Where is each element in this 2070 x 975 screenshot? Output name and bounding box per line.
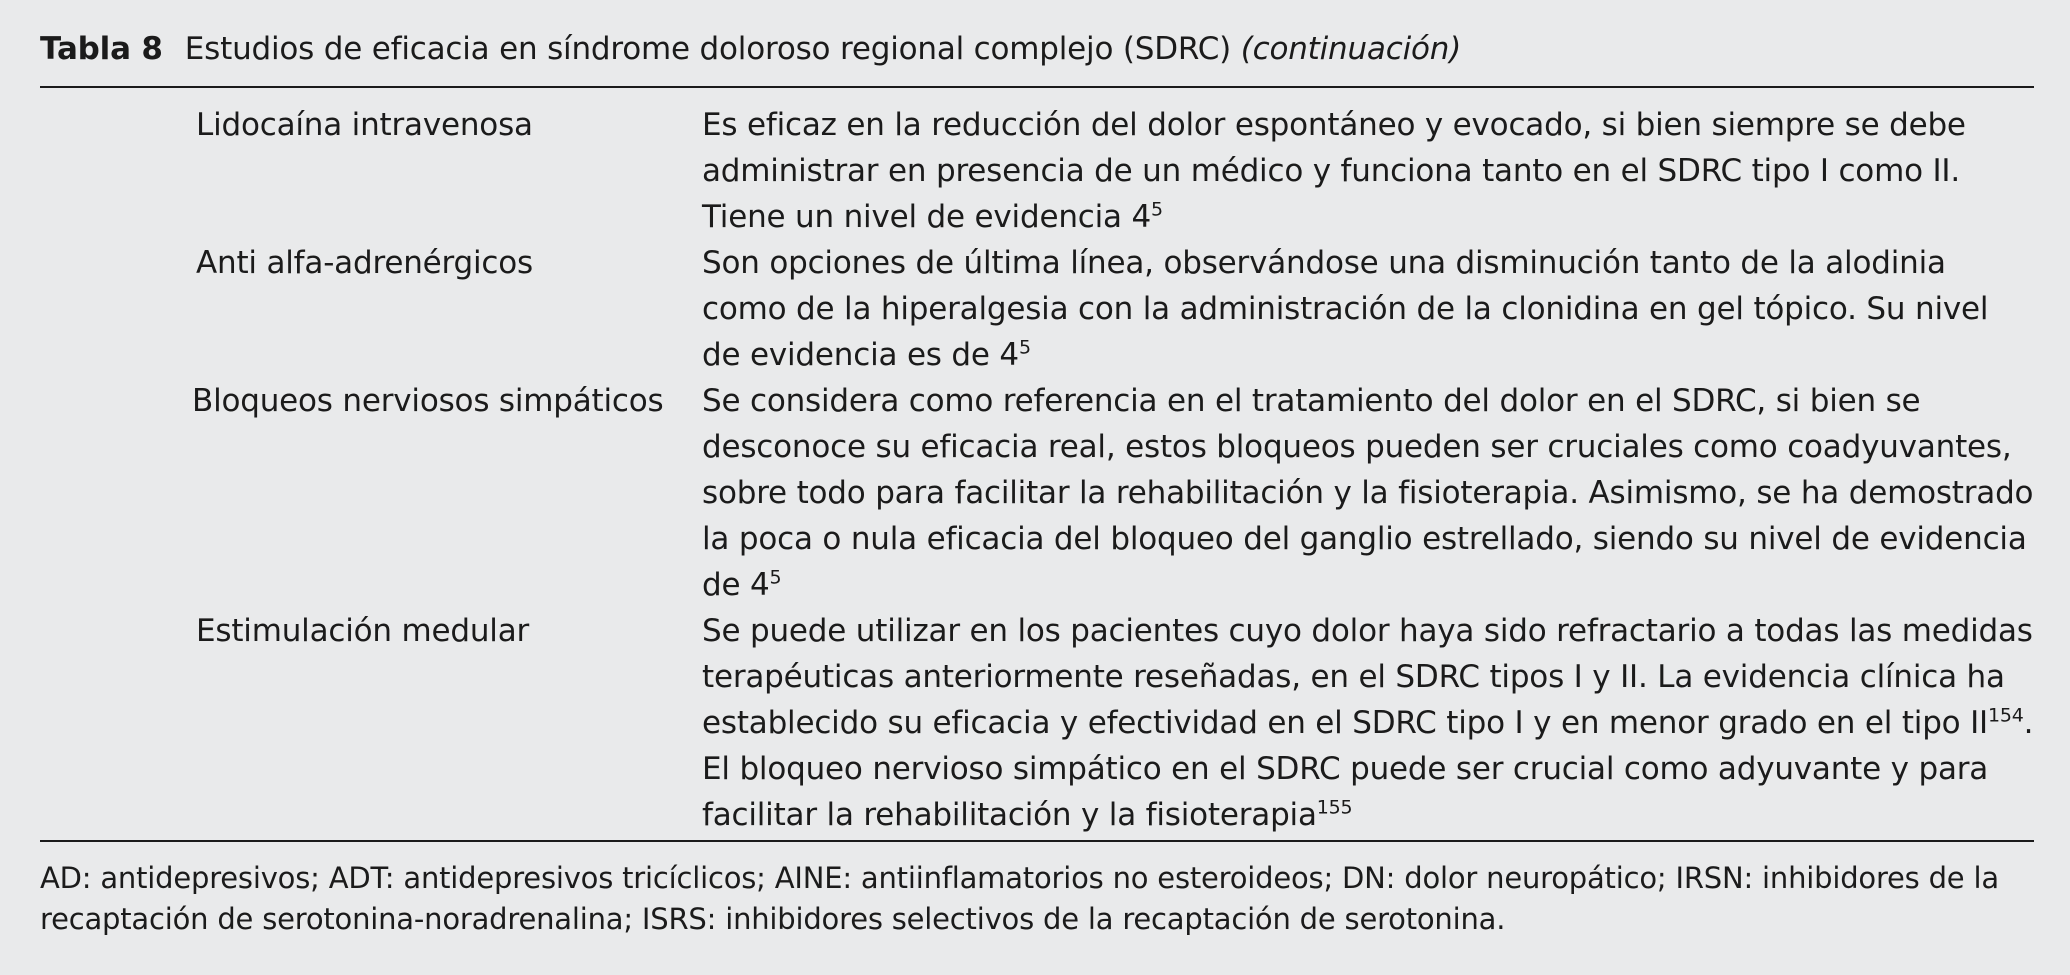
table-row [40, 378, 2034, 608]
description-text: Es eficaz en la reducción del dolor espontáneo y evocado, si bien siempre se debe administrar en presencia de un médico y funciona tanto en el SDRC tipo I como II. Tiene un nivel de evidencia 4 [702, 107, 1966, 235]
treatment-name: Bloqueos nerviosos simpáticos [192, 383, 664, 419]
description-text: . El bloqueo nervioso simpático en el SDRC puede ser crucial como adyuvante y para facilitar la rehabilitación y la fisioterapia [702, 705, 2034, 833]
reference-number: 5 [769, 566, 782, 589]
description-text: Se considera como referencia en el tratamiento del dolor en el SDRC, si bien se desconoce su eficacia real, estos bloqueos pueden ser cruciales como coadyuvantes, sobre todo para facilitar la rehabilitación y la fisioterapia. Asimismo, se ha demostrado la poca o nula eficacia del bloqueo del ganglio estrellado, siendo su nivel de evidencia de 4 [702, 383, 2034, 603]
table-row [40, 102, 2034, 240]
reference-number: 155 [1316, 796, 1353, 819]
table-label: Tabla 8 [40, 31, 163, 67]
table-body [40, 102, 2034, 838]
treatment-name: Anti alfa-adrenérgicos [196, 245, 533, 281]
top-rule [40, 86, 2034, 88]
reference-number: 154 [1987, 704, 2024, 727]
treatment-description [702, 240, 2034, 378]
treatment-description [702, 608, 2034, 838]
treatment-name: Lidocaína intravenosa [196, 107, 533, 143]
treatment-name: Estimulación medular [196, 613, 530, 649]
table-row [40, 240, 2034, 378]
description-text: Se puede utilizar en los pacientes cuyo dolor haya sido refractario a todas las medidas terapéuticas anteriormente reseñadas, en el SDRC tipos I y II. La evidencia clínica ha establecido su eficacia y efectividad en el SDRC tipo I y en menor grado en el tipo II [702, 613, 2033, 741]
table-caption [40, 28, 1461, 70]
reference-number: 5 [1018, 336, 1031, 359]
treatment-description [702, 102, 2034, 240]
continuation-note: (continuación) [1240, 31, 1462, 67]
bottom-rule [40, 840, 2034, 842]
treatment-description [702, 378, 2034, 608]
table-footnote: AD: antidepresivos; ADT: antidepresivos tricíclicos; AINE: antiinflamatorios no esteroideos; DN: dolor neuropático; IRSN: inhibidores de la recaptación de serotonina-noradrenalina; ISRS: inhibidores selectivos de la recaptación de serotonina. [40, 861, 1999, 936]
description-text: Son opciones de última línea, observándose una disminución tanto de la alodinia como de la hiperalgesia con la administración de la clonidina en gel tópico. Su nivel de evidencia es de 4 [702, 245, 1989, 373]
reference-number: 5 [1151, 198, 1163, 221]
table-title: Estudios de eficacia en síndrome doloroso regional complejo (SDRC) [184, 31, 1232, 67]
table-row [40, 608, 2034, 838]
